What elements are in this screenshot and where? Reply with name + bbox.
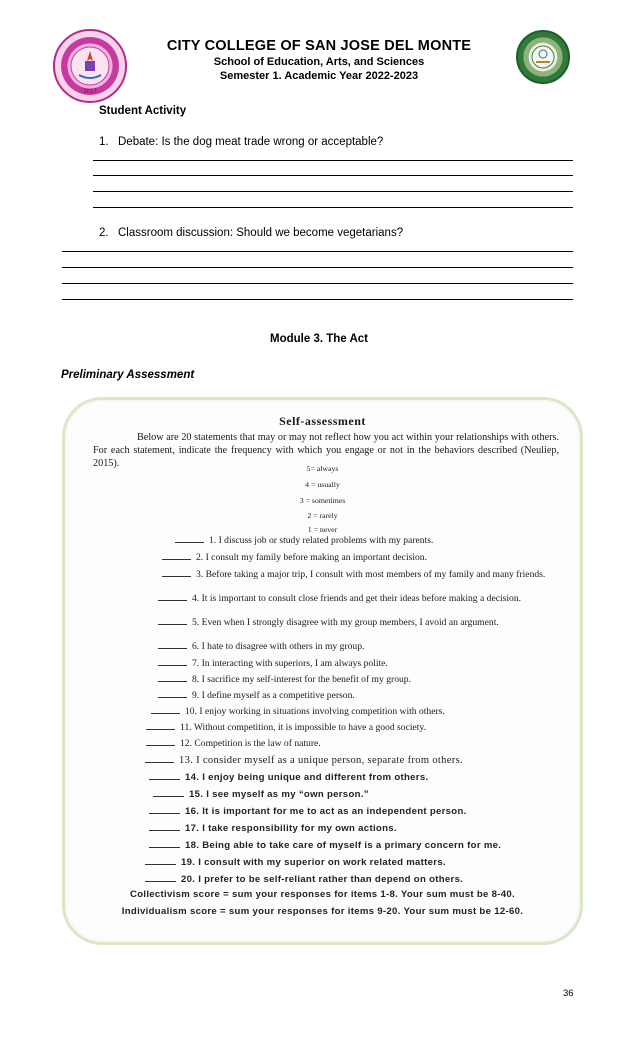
response-blank[interactable] [146,720,175,730]
response-blank[interactable] [162,550,191,560]
page-header [0,38,638,82]
individualism-score-note: Individualism score = sum your responses for items 9-20. Your sum must be 12-60. [121,906,524,917]
assessment-item [149,821,397,834]
scale-2: 2 = rarely [307,511,338,520]
item-text: 5. Even when I strongly disagree with my group members, I avoid an argument. [192,617,499,628]
response-blank[interactable] [145,753,174,763]
assessment-item [153,787,369,800]
preliminary-assessment-heading: Preliminary Assessment [61,369,195,381]
question-1-number: 1. [99,136,109,148]
item-text: 11. Without competition, it is impossible to have a good society. [180,722,427,733]
response-blank[interactable] [153,787,184,797]
item-text: 13. I consider myself as a unique person, separate from others. [179,755,463,766]
self-assessment-title: Self-assessment [279,414,366,428]
assessment-item [158,639,364,653]
scale-3: 3 = sometimes [299,496,346,505]
item-text: 20. I prefer to be self-reliant rather than depend on others. [181,874,464,885]
assessment-item [149,838,501,851]
scale-1: 1 = never [307,525,338,534]
item-text: 9. I define myself as a competitive person. [192,690,355,701]
response-blank[interactable] [145,855,176,865]
item-text: 14. I enjoy being unique and different from others. [185,772,429,783]
response-blank[interactable] [158,591,187,601]
assessment-item [158,591,548,605]
response-blank[interactable] [146,736,175,746]
item-text: 18. Being able to take care of myself is a primary concern for me. [185,840,502,851]
semester-line: Semester 1. Academic Year 2022-2023 [219,70,419,82]
scale-4: 4 = usually [305,480,340,489]
question-2-text: Classroom discussion: Should we become vegetarians? [118,227,404,239]
assessment-item [146,736,321,750]
assessment-item [158,615,538,629]
item-text: 19. I consult with my superior on work related matters. [181,857,446,868]
item-text: 3. Before taking a major trip, I consult with most members of my family and many friends. [196,569,546,580]
assessment-item [162,567,557,581]
item-text: 10. I enjoy working in situations involving competition with others. [185,706,445,717]
answer-line [93,191,573,192]
school-name: School of Education, Arts, and Sciences [213,56,425,68]
item-text: 12. Competition is the law of nature. [180,738,321,749]
assessment-item [151,704,445,718]
item-text: 6. I hate to disagree with others in my group. [192,641,365,652]
assessment-item [146,720,426,734]
response-blank[interactable] [158,615,187,625]
response-blank[interactable] [158,672,187,682]
self-assessment-box [62,397,583,945]
response-blank[interactable] [158,688,187,698]
question-1-text: Debate: Is the dog meat trade wrong or acceptable? [118,136,384,148]
response-blank[interactable] [149,804,180,814]
assessment-item [149,770,428,783]
assessment-item [158,688,355,702]
answer-line [62,267,573,268]
assessment-item [158,656,388,670]
assessment-item [145,872,463,885]
student-activity-heading: Student Activity [99,105,187,117]
item-text: 7. In interacting with superiors, I am always polite. [192,658,388,669]
answer-line [62,251,573,252]
collectivism-score-note: Collectivism score = sum your responses for items 1-8. Your sum must be 8-40. [129,889,516,900]
item-text: 15. I see myself as my “own person.” [189,789,369,800]
scale-5: 5= always [306,464,339,473]
item-text: 8. I sacrifice my self-interest for the benefit of my group. [192,674,411,685]
response-blank[interactable] [149,821,180,831]
response-blank[interactable] [158,656,187,666]
response-blank[interactable] [145,872,176,882]
assessment-item [162,550,427,564]
response-blank[interactable] [175,533,204,543]
answer-line [93,207,573,208]
assessment-item [145,855,446,868]
assessment-item [175,533,433,547]
logo-year-text: 2017 [83,89,97,95]
assessment-item [149,804,467,817]
item-text: 4. It is important to consult close friends and get their ideas before making a decision. [192,593,522,604]
answer-line [62,299,573,300]
response-blank[interactable] [149,770,180,780]
self-assessment-intro: Below are 20 statements that may or may not reflect how you act within your relationships with others. For each statement, indicate the frequency with which you engage or not in the behaviors described (Neuliep, 2015). [93,432,559,469]
assessment-item [158,672,411,686]
item-text: 16. It is important for me to act as an independent person. [185,806,467,817]
module-title: Module 3. The Act [270,333,368,345]
response-blank[interactable] [158,639,187,649]
page-number: 36 [563,988,574,999]
response-blank[interactable] [151,704,180,714]
response-blank[interactable] [162,567,191,577]
item-text: 2. I consult my family before making an important decision. [196,552,427,563]
question-2-number: 2. [99,227,109,239]
item-text: 17. I take responsibility for my own actions. [185,823,397,834]
answer-line [62,283,573,284]
answer-line [93,160,573,161]
response-blank[interactable] [149,838,180,848]
college-name: CITY COLLEGE OF SAN JOSE DEL MONTE [166,38,472,54]
assessment-item [145,753,463,766]
answer-line [93,175,573,176]
item-text: 1. I discuss job or study related problems with my parents. [209,535,434,546]
